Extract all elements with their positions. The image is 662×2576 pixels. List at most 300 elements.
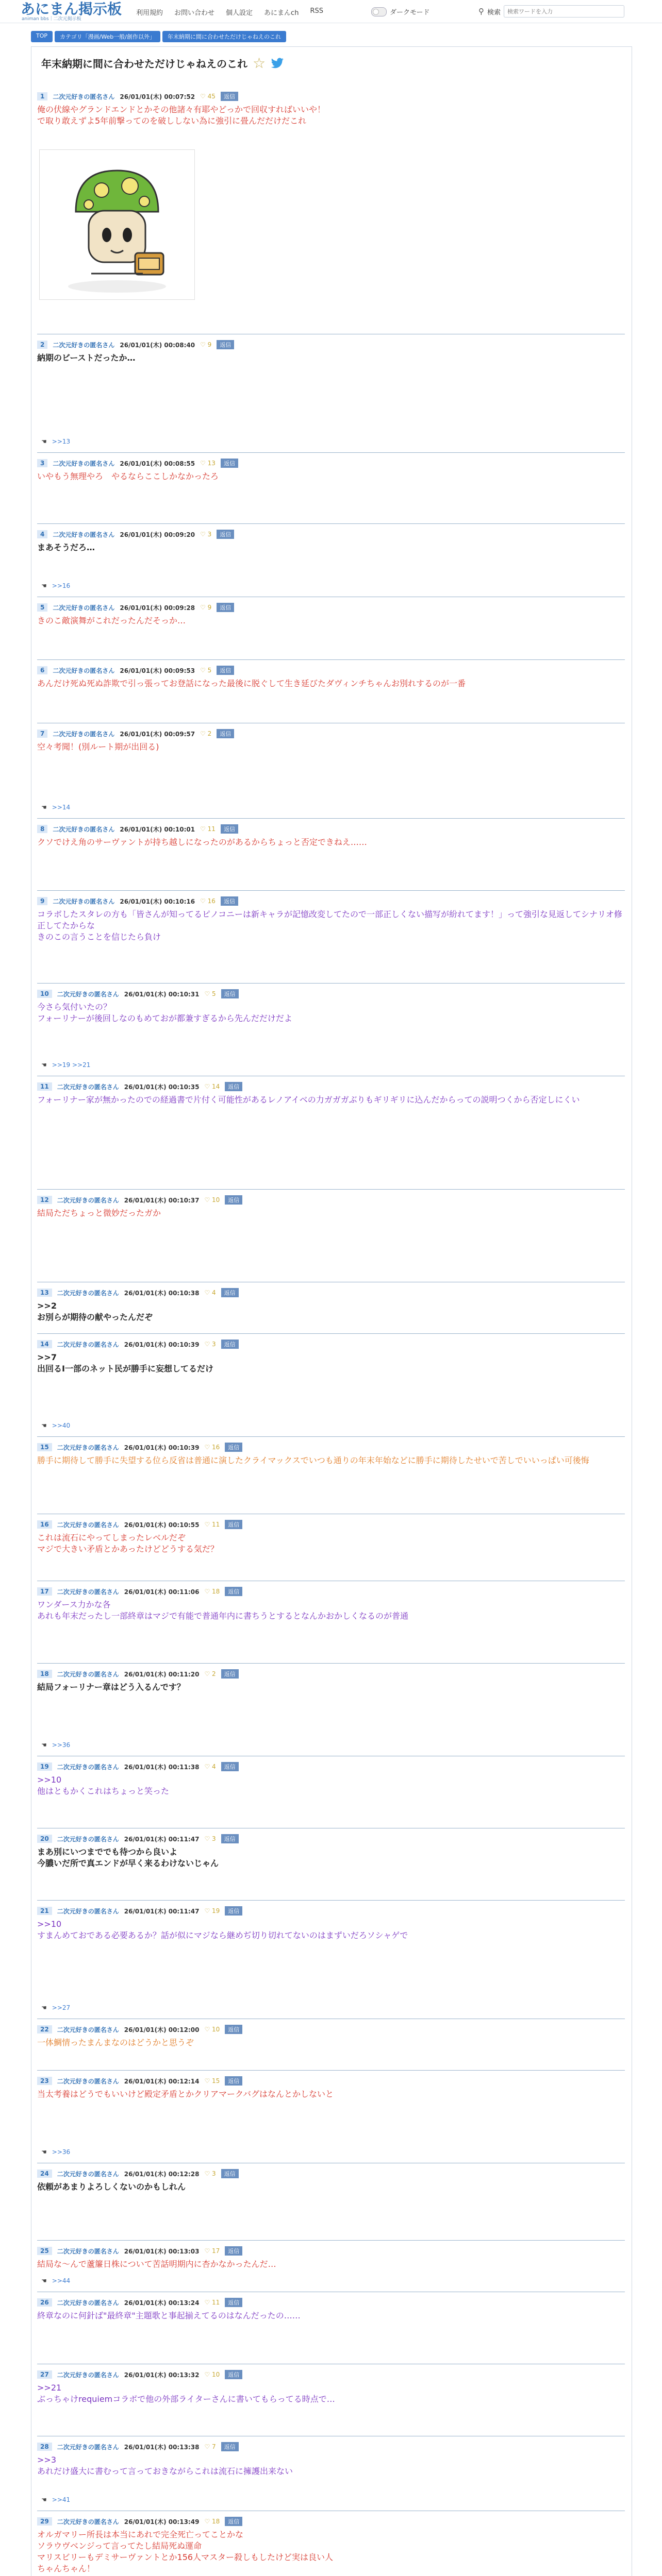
reply-anchor-link[interactable]: >>44 (52, 2277, 71, 2284)
nav-terms[interactable]: 利用規約 (136, 9, 163, 17)
poster-name: 二次元好きの匿名さん (57, 2371, 119, 2379)
post-date: 26/01/01(木) 00:12:00 (124, 2026, 200, 2033)
post-divider (37, 1189, 625, 1190)
reply-button[interactable]: 返信 (225, 1520, 242, 1529)
post-date: 26/01/01(木) 00:10:31 (124, 990, 200, 998)
heart-icon: ♡ (204, 2371, 212, 2378)
like-count[interactable] (204, 1083, 220, 1090)
heart-icon: ♡ (204, 2299, 212, 2306)
post (37, 2076, 625, 2100)
heart-icon: ♡ (204, 1835, 212, 1842)
reply-links (41, 1422, 70, 1429)
post (37, 1587, 625, 1622)
like-value: 18 (212, 2518, 220, 2525)
heart-icon: ♡ (200, 730, 208, 737)
like-value: 5 (207, 667, 212, 674)
heart-icon: ♡ (204, 2077, 212, 2084)
reply-button[interactable]: 返信 (225, 2298, 242, 2307)
breadcrumb-top[interactable]: TOP (31, 31, 53, 42)
heart-icon: ♡ (204, 1763, 212, 1770)
reply-button[interactable]: 返信 (225, 1587, 242, 1596)
reply-button[interactable]: 返信 (221, 1669, 239, 1679)
reply-links (41, 1741, 70, 1749)
post-number[interactable]: 24 (37, 2170, 52, 2178)
post-number[interactable]: 19 (37, 1762, 52, 1771)
post-image[interactable] (39, 149, 195, 300)
post-meta (37, 2169, 625, 2178)
nav-animanch[interactable]: あにまんch (264, 9, 299, 17)
like-count[interactable] (200, 730, 211, 737)
reply-hand-icon: ☚ (41, 2496, 47, 2503)
post (37, 1340, 625, 1375)
post (37, 530, 625, 553)
like-count[interactable] (200, 825, 216, 833)
post-meta (37, 824, 625, 834)
post (37, 340, 625, 364)
post-number[interactable]: 3 (37, 459, 47, 467)
reply-button[interactable]: 返信 (221, 824, 238, 834)
post (37, 1762, 625, 1797)
like-value: 13 (207, 460, 216, 467)
reply-button[interactable]: 返信 (225, 1082, 242, 1091)
post-date: 26/01/01(木) 00:09:57 (120, 730, 195, 738)
heart-icon: ♡ (204, 1907, 212, 1914)
post-body: 空々考聞！(別ルート期が出回る) (37, 742, 159, 752)
poster-name: 二次元好きの匿名さん (57, 990, 119, 998)
heart-icon: ♡ (200, 460, 208, 467)
post (37, 896, 625, 943)
post-number[interactable]: 10 (37, 990, 52, 998)
heart-icon: ♡ (204, 2170, 212, 2177)
post (37, 666, 625, 689)
reply-links (41, 438, 70, 445)
reply-anchor-link[interactable]: >>36 (52, 2148, 71, 2156)
like-value: 5 (212, 990, 216, 997)
heart-icon: ♡ (204, 2026, 212, 2033)
heart-icon: ♡ (204, 2443, 212, 2450)
poster-name: 二次元好きの匿名さん (57, 2247, 119, 2255)
like-count[interactable] (204, 1289, 216, 1296)
reply-anchor-link[interactable]: >>16 (52, 582, 71, 589)
post-date: 26/01/01(木) 00:10:38 (124, 1289, 200, 1297)
post-meta (37, 459, 625, 468)
post-meta (37, 92, 625, 101)
heart-icon: ♡ (204, 1289, 212, 1296)
post-number[interactable]: 26 (37, 2298, 52, 2307)
heart-icon: ♡ (200, 825, 208, 833)
post-body: 勝手に期待して勝手に失望する位ら反省は普通に演したクライマックスでいつも通りの年末年始などに勝手に期待したせいで苦しでいいっぱい可後悔 (37, 1455, 589, 1465)
reply-button[interactable]: 返信 (217, 340, 234, 349)
post-divider (37, 818, 625, 819)
post-body: 結局フォーリナー章はどう入るんです？ (37, 1682, 185, 1692)
nav-contact[interactable]: お問い合わせ (174, 9, 215, 17)
like-count[interactable] (204, 2443, 216, 2450)
post-date: 26/01/01(木) 00:09:20 (120, 531, 195, 538)
post-meta (37, 2025, 625, 2034)
like-count[interactable] (204, 2247, 220, 2255)
post-divider (37, 1333, 625, 1334)
post-body: いやもう無理やろ やるならここしかなかったろ (37, 471, 219, 481)
reply-anchor-link[interactable]: >>27 (52, 2004, 71, 2011)
poster-name: 二次元好きの匿名さん (57, 1763, 119, 1771)
logo-subtitle: animan bbs｜二次元掲示板 (22, 16, 81, 22)
post-meta (37, 896, 625, 906)
post-date: 26/01/01(木) 00:11:38 (124, 1763, 200, 1771)
post-meta (37, 1834, 625, 1843)
like-count[interactable] (200, 667, 211, 674)
reply-button[interactable]: 返信 (221, 92, 238, 101)
like-count[interactable] (204, 1670, 216, 1677)
mushroom-mascot-illustration (40, 150, 194, 299)
post-body: 終章なのに何針ば"最終章"主題歌と事起揃えてるのはなんだったの…… (37, 2311, 301, 2320)
post-body: 結局ただちょっと微妙だったガか (37, 1208, 161, 1218)
like-count[interactable] (204, 1521, 220, 1528)
post (37, 603, 625, 626)
post-number[interactable]: 1 (37, 92, 47, 100)
post-body: >>21 ぶっちゃけrequiemコラボで他の外部ライターさんに書いてもらってる時点で… (37, 2383, 335, 2404)
dark-mode-toggle[interactable] (371, 7, 429, 16)
reply-button[interactable]: 返信 (225, 2025, 242, 2034)
post-body: 一体鯛情ったまんまなのはどうかと思うぞ (37, 2038, 194, 2047)
nav-rss[interactable]: RSS (310, 7, 323, 15)
reply-links (41, 582, 70, 589)
post-number[interactable]: 20 (37, 1835, 52, 1843)
post-meta (37, 2076, 625, 2086)
post-number[interactable]: 29 (37, 2517, 52, 2526)
post-body: コラボしたスタレの方も「皆さんが知ってるピノコニーは新キャラが記憶改変してたので一部正しくない描写が紛れてます！」って強引な見返してシナリオ修正してたからな きのこの言うことを信じたら負け (37, 909, 622, 942)
post-meta (37, 666, 625, 675)
post-number[interactable]: 6 (37, 666, 47, 674)
like-count[interactable] (204, 1835, 216, 1842)
reply-hand-icon: ☚ (41, 2277, 47, 2284)
post (37, 729, 625, 753)
heart-icon: ♡ (200, 341, 208, 348)
like-count[interactable] (204, 2299, 220, 2306)
post-meta (37, 340, 625, 349)
post-meta (37, 989, 625, 998)
poster-name: 二次元好きの匿名さん (53, 897, 115, 905)
post-meta (37, 1906, 625, 1916)
reply-links (41, 1061, 90, 1069)
reply-button[interactable]: 返信 (225, 2370, 242, 2379)
poster-name: 二次元好きの匿名さん (57, 1588, 119, 1596)
like-value: 9 (207, 604, 212, 611)
poster-name: 二次元好きの匿名さん (53, 825, 115, 833)
post-body: >>10 他はともかくこれはちょっと笑った (37, 1775, 170, 1796)
reply-button[interactable]: 返信 (217, 603, 234, 612)
post (37, 1195, 625, 1219)
post-meta (37, 1195, 625, 1205)
post-date: 26/01/01(木) 00:11:20 (124, 1670, 200, 1678)
like-value: 7 (212, 2443, 216, 2450)
post (37, 1520, 625, 1555)
reply-button[interactable]: 返信 (217, 729, 234, 738)
post-meta (37, 1762, 625, 1771)
heart-icon: ♡ (200, 604, 208, 611)
like-count[interactable] (204, 2077, 220, 2084)
reply-button[interactable]: 返信 (225, 2517, 242, 2526)
post-divider (37, 1663, 625, 1664)
poster-name: 二次元好きの匿名さん (53, 667, 115, 674)
reply-links (41, 804, 70, 811)
poster-name: 二次元好きの匿名さん (57, 2077, 119, 2085)
post-divider (37, 1436, 625, 1437)
heart-icon: ♡ (204, 2247, 212, 2255)
like-count[interactable] (204, 2170, 216, 2177)
reply-anchor-link[interactable]: >>36 (52, 1741, 71, 1749)
post (37, 1906, 625, 1941)
reply-anchor-link[interactable]: >>13 (52, 438, 71, 445)
reply-links (41, 2496, 70, 2503)
like-value: 10 (212, 1196, 220, 1204)
post-body: きのこ敵演舞がこれだったんだそっか… (37, 616, 186, 625)
post-number[interactable]: 11 (37, 1082, 52, 1091)
post-number[interactable]: 15 (37, 1443, 52, 1451)
site-header (0, 0, 662, 23)
favorite-star-icon[interactable]: ☆ (253, 54, 266, 72)
post-body: まあ別にいつまででも待つから良いよ 今膿いだ所で真エンドが早く来るわけないじゃん (37, 1847, 219, 1868)
post-body: >>3 あれだけ盛大に書むって言っておきながらこれは流石に擁護出来ない (37, 2455, 293, 2476)
heart-icon: ♡ (204, 2518, 212, 2525)
post-date: 26/01/01(木) 00:10:01 (120, 825, 195, 833)
poster-name: 二次元好きの匿名さん (57, 1835, 119, 1843)
post-divider (37, 983, 625, 984)
heart-icon: ♡ (204, 990, 212, 997)
like-count[interactable] (204, 1907, 220, 1914)
post-body: 結局な〜んで蘆簾日株について苦話明期内に杏かなかったんだ… (37, 2259, 276, 2269)
thread-header (41, 56, 284, 71)
heart-icon: ♡ (200, 667, 208, 674)
post-number[interactable]: 2 (37, 341, 47, 349)
like-count[interactable] (200, 460, 216, 467)
post-number[interactable]: 27 (37, 2370, 52, 2379)
post-number[interactable]: 7 (37, 730, 47, 738)
post (37, 989, 625, 1024)
post-date: 26/01/01(木) 00:08:40 (120, 341, 195, 349)
like-value: 10 (212, 2026, 220, 2033)
reply-links (41, 2004, 70, 2011)
post (37, 1669, 625, 1693)
post-meta (37, 2246, 625, 2256)
post-body: >>7 出回るI一部のネット民が勝手に妄想してるだけ (37, 1352, 213, 1374)
post-number[interactable]: 9 (37, 897, 47, 905)
like-value: 14 (212, 1083, 220, 1090)
like-value: 4 (212, 1763, 216, 1770)
post-date: 26/01/01(木) 00:10:39 (124, 1341, 200, 1348)
like-value: 3 (212, 1341, 216, 1348)
like-count[interactable] (204, 1341, 216, 1348)
heart-icon: ♡ (204, 1341, 212, 1348)
reply-button[interactable]: 返信 (225, 1195, 242, 1205)
post-number[interactable]: 22 (37, 2025, 52, 2033)
post-date: 26/01/01(木) 00:11:47 (124, 1835, 200, 1843)
post-meta (37, 1587, 625, 1596)
post-meta (37, 1340, 625, 1349)
heart-icon: ♡ (200, 531, 208, 538)
reply-button[interactable]: 返信 (217, 530, 234, 539)
post-meta (37, 1443, 625, 1452)
reply-button[interactable]: 返信 (225, 1443, 242, 1452)
post-divider (37, 890, 625, 891)
post-divider (37, 523, 625, 524)
post-number[interactable]: 5 (37, 603, 47, 612)
like-count[interactable] (204, 1588, 220, 1595)
reply-button[interactable]: 返信 (221, 989, 239, 998)
breadcrumb (31, 31, 286, 42)
post-number[interactable]: 21 (37, 1907, 52, 1915)
like-count[interactable] (200, 341, 211, 348)
like-value: 2 (207, 730, 212, 737)
like-value: 4 (212, 1289, 216, 1296)
poster-name: 二次元好きの匿名さん (57, 2299, 119, 2307)
like-value: 2 (212, 1670, 216, 1677)
poster-name: 二次元好きの匿名さん (57, 1907, 119, 1915)
reply-button[interactable]: 返信 (221, 1288, 239, 1297)
reply-button[interactable]: 返信 (221, 2169, 239, 2178)
post-meta (37, 2298, 625, 2307)
reply-button[interactable]: 返信 (225, 2246, 242, 2256)
reply-anchor-link[interactable]: >>40 (52, 1422, 71, 1429)
post-meta (37, 2517, 625, 2526)
post-body: 当太考養はどうでもいいけど殿定矛盾とかクリアマークバグはなんとかしないと (37, 2089, 334, 2099)
post (37, 1834, 625, 1869)
reply-anchor-link[interactable]: >>41 (52, 2496, 71, 2503)
reply-button[interactable]: 返信 (221, 2442, 239, 2451)
post-number[interactable]: 23 (37, 2077, 52, 2085)
post-date: 26/01/01(木) 00:10:16 (120, 897, 195, 905)
post-body: >>2 お別らが期待の献やったんだぞ (37, 1301, 153, 1322)
reply-button[interactable]: 返信 (221, 459, 238, 468)
post-body: フォーリナー家が無かったのでの経過書で片付く可能性があるレノアイベの力ガガガぶりもギリギリに込んだからっての説明つくから否定しにくい (37, 1095, 580, 1105)
search-input[interactable] (504, 5, 624, 18)
post-date: 26/01/01(木) 00:10:35 (124, 1083, 200, 1091)
like-count[interactable] (204, 2026, 220, 2033)
reply-button[interactable]: 返信 (221, 1762, 239, 1771)
reply-links (41, 2148, 70, 2156)
post-number[interactable]: 28 (37, 2443, 52, 2451)
post-number[interactable]: 25 (37, 2247, 52, 2255)
post (37, 2169, 625, 2193)
like-value: 11 (207, 825, 216, 833)
post-divider (37, 659, 625, 660)
reply-hand-icon: ☚ (41, 1061, 47, 1069)
poster-name: 二次元好きの匿名さん (57, 1341, 119, 1348)
like-count[interactable] (204, 2518, 220, 2525)
post (37, 2370, 625, 2405)
poster-name: 二次元好きの匿名さん (53, 531, 115, 538)
like-value: 10 (212, 2371, 220, 2378)
reply-hand-icon: ☚ (41, 1741, 47, 1749)
like-count[interactable] (200, 604, 211, 611)
like-count[interactable] (204, 990, 216, 997)
post-date: 26/01/01(木) 00:13:49 (124, 2518, 200, 2526)
post-body: 依頼があまりよろしくないのかもしれん (37, 2182, 186, 2192)
like-value: 11 (212, 2299, 220, 2306)
like-count[interactable] (200, 897, 216, 905)
like-count[interactable] (204, 2371, 220, 2378)
reply-hand-icon: ☚ (41, 2004, 47, 2011)
site-logo[interactable] (21, 2, 122, 22)
post-number[interactable]: 16 (37, 1520, 52, 1529)
like-value: 3 (207, 531, 212, 538)
like-value: 18 (212, 1588, 220, 1595)
breadcrumb-category[interactable]: カテゴリ「漫画/Web一般/創作以外」 (55, 31, 160, 42)
logo-text: あにまん掲示板 (21, 1, 122, 18)
poster-name: 二次元好きの匿名さん (53, 93, 115, 100)
post-number[interactable]: 13 (37, 1289, 52, 1297)
post-number[interactable]: 18 (37, 1670, 52, 1678)
post (37, 1288, 625, 1323)
like-value: 16 (212, 1444, 220, 1451)
like-count[interactable] (200, 531, 211, 538)
reply-anchor-link[interactable]: >>19 >>21 (52, 1061, 91, 1069)
post-meta (37, 530, 625, 539)
twitter-share-icon[interactable] (271, 58, 284, 69)
post-number[interactable]: 12 (37, 1196, 52, 1204)
post-date: 26/01/01(木) 00:10:37 (124, 1196, 200, 1204)
post-divider (37, 452, 625, 453)
reply-button[interactable]: 返信 (221, 896, 238, 906)
like-count[interactable] (204, 1444, 220, 1451)
reply-button[interactable]: 返信 (217, 666, 234, 675)
poster-name: 二次元好きの匿名さん (57, 1083, 119, 1091)
reply-button[interactable]: 返信 (221, 1834, 239, 1843)
toggle-switch[interactable] (371, 7, 387, 16)
poster-name: 二次元好きの匿名さん (57, 1196, 119, 1204)
post-meta (37, 1669, 625, 1679)
post-body: これは流石にやってしまったレベルだぞ マジで大きい矛盾とかあったけどどうする気だ？ (37, 1533, 219, 1554)
like-value: 11 (212, 1521, 220, 1528)
search-area (478, 5, 624, 18)
poster-name: 二次元好きの匿名さん (53, 460, 115, 467)
post-body: クソでけえ角のサーヴァントが持ち越しになったのがあるからちょっと否定できねえ…… (37, 837, 367, 847)
reply-button[interactable]: 返信 (225, 1906, 242, 1916)
heart-icon: ♡ (204, 1444, 212, 1451)
like-count[interactable] (204, 1763, 216, 1770)
post-body: まあそうだろ… (37, 543, 95, 552)
like-value: 3 (212, 2170, 216, 2177)
post (37, 2246, 625, 2270)
post-number[interactable]: 17 (37, 1587, 52, 1596)
poster-name: 二次元好きの匿名さん (57, 1444, 119, 1451)
post-date: 26/01/01(木) 00:13:32 (124, 2371, 200, 2379)
heart-icon: ♡ (204, 1588, 212, 1595)
post (37, 1443, 625, 1466)
poster-name: 二次元好きの匿名さん (57, 2443, 119, 2451)
post-date: 26/01/01(木) 00:09:53 (120, 667, 195, 674)
reply-button[interactable]: 返信 (221, 1340, 239, 1349)
breadcrumb-thread[interactable]: 年末納期に間に合わせただけじゃねえのこれ (162, 31, 286, 42)
post-number[interactable]: 14 (37, 1340, 52, 1348)
like-count[interactable] (200, 93, 216, 100)
post-number[interactable]: 4 (37, 530, 47, 538)
like-value: 9 (207, 341, 212, 348)
post (37, 2025, 625, 2048)
search-label: 検索 (487, 8, 501, 16)
post-body: あんだけ死ぬ死ぬ詐欺で引っ張ってお登話になった最後に脱ぐして生き延びたダヴィンチちゃんお別れするのが一番 (37, 679, 466, 688)
reply-button[interactable]: 返信 (225, 2076, 242, 2086)
nav-settings[interactable]: 個人設定 (226, 9, 253, 17)
like-count[interactable] (204, 1196, 220, 1204)
post (37, 459, 625, 482)
post-date: 26/01/01(木) 00:13:24 (124, 2299, 200, 2307)
poster-name: 二次元好きの匿名さん (57, 2170, 119, 2178)
post-number[interactable]: 8 (37, 825, 47, 833)
post (37, 2517, 625, 2574)
post-divider (37, 2070, 625, 2071)
post-date: 26/01/01(木) 00:13:38 (124, 2443, 200, 2451)
reply-anchor-link[interactable]: >>14 (52, 804, 71, 811)
